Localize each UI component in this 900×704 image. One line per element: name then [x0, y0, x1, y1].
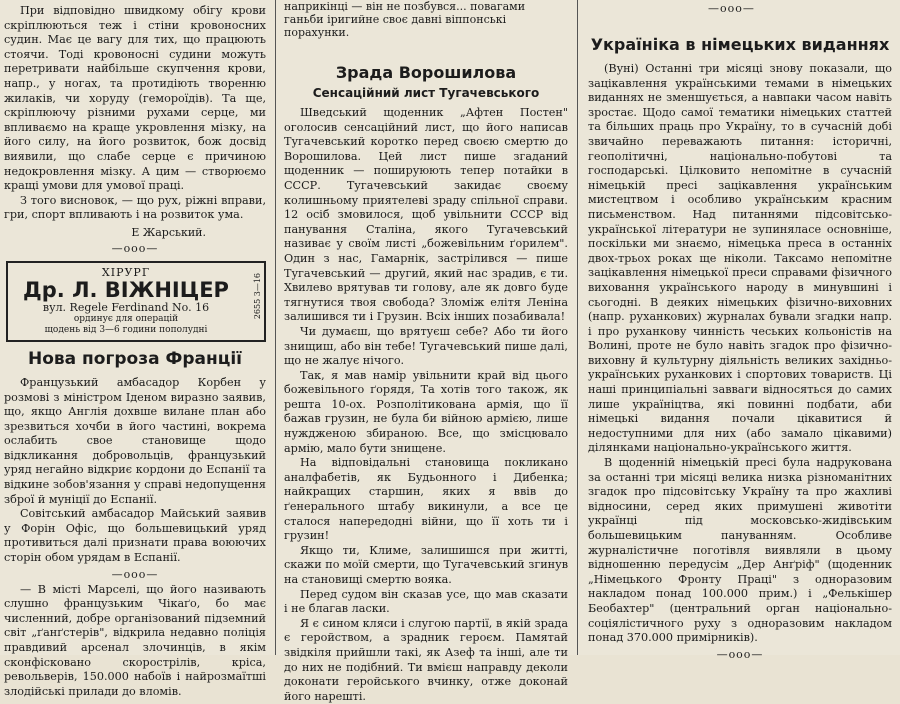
paragraph: — В місті Марселі, що його називають слушно французьким Чікаґо, бо має численний, добре організований підземний світ „ґанґстерів", відкрила недавно поліція правдивий арсенал злочинців, в якім сконфісковано скорострілів, кріса, револьверів, 150.000 набоїв і найрозмаїтші злодійські прилади до вломів. — [4, 582, 266, 698]
column-left — [0, 0, 272, 698]
paragraph: Шведський щоденник „Афтен Постен" оголосив сенсаційний лист, що його написав Тугачевський коротко перед своєю смертю до Ворошилова. Цей лист пише згаданий щоденник — пошируюють тепер потайки в СССР. Тугачевський закидає своєму колишньому приятелеві зраду спільної справи. 12 осіб змовилося, щоб увільнити СССР від панування Сталіна, якого Тугачевський називає у своїм листі „божевільним ґорилем". Один з нас, Гамарнік, застрілився — пише Тугачевський — другий, який нас зрадив, є ти. Хвилево врятував ти голову, але як довго буде тягнутися твоя свобода? Зломіж елітя Леніна залишився ти і Грузин. Всіх інших позабивала! — [284, 106, 568, 324]
paragraph: Перед судом він сказав усе, що мав сказати і не благав ласки. — [284, 587, 568, 616]
ad-doctor-name: Др. Л. ВІЖНІЦЕР — [23, 277, 229, 302]
paragraph: Якщо ти, Климе, залишишся при житті, скажи по моїй смерти, що Тугачевський згинув на становищі смертю вояка. — [284, 543, 568, 586]
column-divider — [577, 0, 578, 655]
ad-title: ХІРУРГ — [101, 265, 151, 279]
doctor-advertisement — [6, 261, 266, 342]
paragraph: Французький амбасадор Корбен у розмові з міністром Іденом виразно заявив, що, якщо Англія дохвше вилане план або зрезвиться хочби в його частині, вокрема ослабить свое становище щодо відкликання добровольців, французький уряд негайно відкриє кордони до Еспанії та відкине зобов'язання у справі недопущення зброї й муніції до Еспанії. — [4, 375, 266, 506]
ad-line-1: ординує для операцій — [73, 313, 179, 324]
article-title: Зрада Ворошилова — [335, 63, 517, 82]
column-divider — [275, 0, 276, 655]
paragraph: При відповідно швидкому обігу крови скріплюються теж і стіни кровоносних судин. Має це вагу для тих, що працюють стоячи. Тоді кровоносні судини можуть перетривати найбільше скупчення крови, напр., у ногах, та протидіють творенню жилаків, чи хоруду (гемороїдів). Та ще, скріплюючу різними рухами серце, ми впливаємо на краще укровлення мізку, на його силу, на його розвиток, бож досвід виявили, що слабе серце є причиною недокровлення мізку. А цим — створюємо кращі умови для умової праці. — [4, 4, 266, 193]
ad-code: 2655 3—16 — [253, 272, 262, 320]
paragraph: З того висновок, — що рух, ріжні вправи, гри, спорт впливають і на розвиток ума. — [4, 193, 266, 222]
paragraph: Совітський амбасадор Майський заявив у Форін Офіс, що большевицький уряд противиться далі признати права воюючих сторін обом урядам в Еспанії. — [4, 507, 266, 565]
ad-address: вул. Regele Ferdinand No. 16 — [42, 300, 210, 314]
paragraph: В щоденній німецькій пресі була надрукована за останні три місяці велика низка різноманітних згадок про підсовітську Україну та про жахливі відносини, серед яких примушені животіти українці під московсько-жидівським большевицьким пануванням. Особливе журналістичне поготівля виявляли в цьому відношенню передусім „Дер Анґріф" (щоденник „Німецького Фронту Праці" з одноразовим накладом понад 100.000 прим.) і „Фелькішер Беобахтер" (центральний орган національно-соціялістичного руху з одноразовим накладом понад 370.000 примірників). — [588, 456, 892, 645]
paragraph-fragment: наприкінці — він не позбувся... повагами ганьби іригийне своє давні віппонські порахунки. — [284, 0, 526, 39]
paragraph: Я є сином кляси і слугою партії, в якій зрада є геройством, а зрадник героєм. Памятай звідкіля прийшли такі, як Азеф та інші, але ти до них не подібний. Ти вмієш направду деколи доконати геройського вчинку, отже доконай його нарешті. — [284, 616, 568, 703]
article-subtitle: Сенсаційний лист Тугачевського — [312, 86, 540, 100]
article-title: Нова погроза Франції — [28, 348, 242, 369]
separator: —ooo— — [716, 647, 764, 661]
paragraph: (Вуні) Останні три місяці знову показали, що зацікавлення українськими темами в німецьких виданнях не зменшується, а навпаки часом навіть зростає. Щодо самої тематики німецьких статтей та більших праць про Україну, то в сучасній добі звичайно переважають питання: історичні, геополітичні, національно-побутові та господарські. Цілковито непомітне в сучасній німецькій пресі зацікавлення українським мистецтвом і особливо українським красним письменством. Над питаннями підсовітсько-української літератури не зупиняласе основніше, поскільки ми знаємо, німецька преса в останніх двох-трьох роках ще ніколи. Таксамо непомітне зацікавлення німецької преси справами фізичного виховання українського народу в минувшині і сьогодні. В деяких німецьких фізично-виховних (напр. руханкових) журналах бували згадки напр. і про руханкову чинність чеських кольоністів на Волині, проте не було навіть згадок про фізично-виховну й культурну діяльність великих західньо-українських руханкових і спортових товариств. Ці наші принципіальні завваги відносяться до самих лише україніцтва, які повинні подбати, аби німецькі видання почали цікавитися й недоступними для них (або замало цікавими) ділянками національно-українського життя. — [588, 62, 892, 455]
separator: —ooo— — [708, 2, 755, 15]
paragraph: На відповідальні становища покликано аналфабетів, як Будьонного і Дибенка; найкращих старшин, яких я ввів до ґенерального штабу викинули, а все це сталося напередодні війни, що її хоть ти і грузин! — [284, 456, 568, 543]
separator: —ooo— — [111, 567, 159, 581]
article-title: Україніка в німецьких виданнях — [590, 35, 890, 54]
ad-line-2: щодень від 3—6 години пополудні — [44, 324, 208, 335]
paragraph: Так, я мав намір увільнити край від цього божевільного ґорядя, Та хотів того також, як решта 10-ох. Розполітикована армія, що її бажав грузин, не була би війною армією, лише нуждженою збираною. Все, що змісцювало армію, мало бути знищене. — [284, 368, 568, 455]
column-right — [580, 0, 900, 661]
separator: —ooo— — [111, 241, 159, 255]
signature: Е Жарський. — [131, 225, 206, 239]
paragraph: Чи думаєш, що врятуєш себе? Або ти його знищиш, або він тебе! Тугачевський пише далі, що не жалує нічого. — [284, 324, 568, 368]
column-middle — [278, 0, 574, 703]
